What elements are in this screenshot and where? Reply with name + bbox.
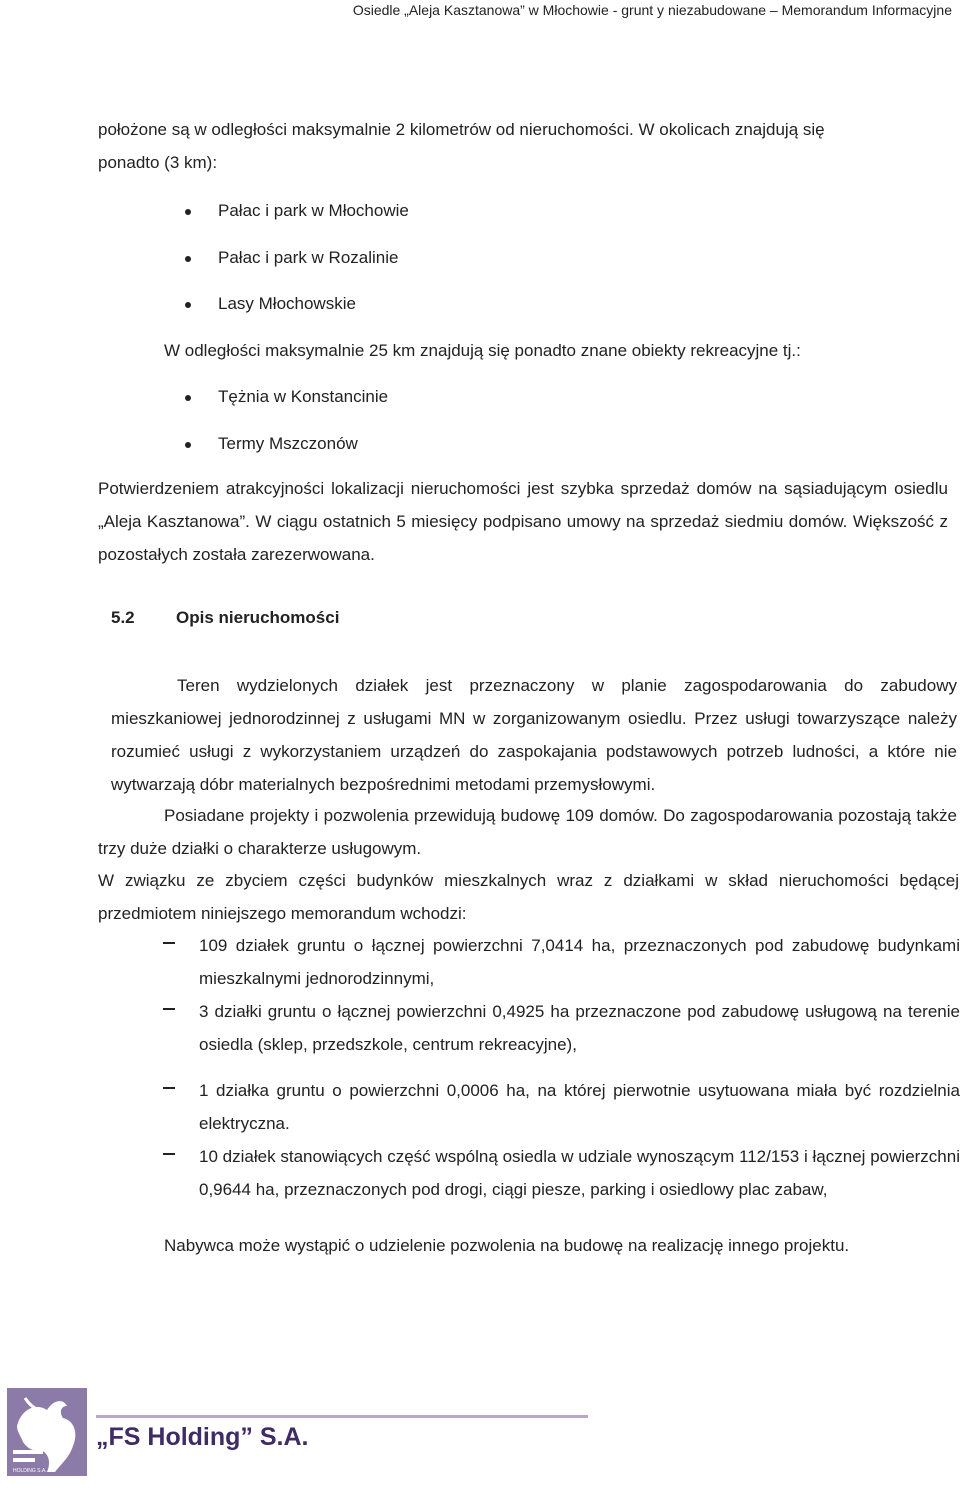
intro-line-2: ponadto (3 km): bbox=[98, 153, 218, 172]
bullet-icon bbox=[185, 395, 191, 401]
dash-icon bbox=[163, 942, 175, 944]
bullet-icon bbox=[185, 442, 191, 448]
header-title: Osiedle „Aleja Kasztanowa” w Młochowie - grunt y niezabudowane – Memorandum Informacyjne bbox=[352, 2, 952, 18]
bull-logo-icon bbox=[7, 1388, 87, 1476]
company-logo bbox=[7, 1388, 87, 1476]
section-title: Opis nieruchomości bbox=[176, 608, 340, 627]
logo-small-text: HOLDING S.A. bbox=[13, 1468, 47, 1474]
closing-sentence: Nabywca może wystąpić o udzielenie pozwolenia na budowę na realizację innego projektu. bbox=[164, 1236, 850, 1255]
attractiveness-paragraph: Potwierdzeniem atrakcyjności lokalizacji nieruchomości jest szybka sprzedaż domów na sąsiadującym osiedlu „Aleja Kasztanowa”. W ciągu ostatnich 5 miesięcy podpisano umowy na sprzedaż siedmiu domów. Większość z pozostałych została zarezerwowana. bbox=[98, 479, 948, 564]
dash-icon bbox=[163, 1008, 175, 1010]
bullet-icon bbox=[185, 209, 191, 215]
recreation-intro: W odległości maksymalnie 25 km znajdują się ponadto znane obiekty rekreacyjne tj.: bbox=[164, 341, 801, 360]
footer-divider bbox=[96, 1415, 588, 1418]
projects-paragraph: Posiadane projekty i pozwolenia przewidują budowę 109 domów. Do zagospodarowania pozostają także trzy duże działki o charakterze usługowym. bbox=[98, 806, 957, 858]
intro-line-1: położone są w odległości maksymalnie 2 kilometrów od nieruchomości. W okolicach znajdują się bbox=[98, 120, 825, 139]
company-name: „FS Holding” S.A. bbox=[96, 1423, 309, 1451]
section-number: 5.2 bbox=[111, 608, 135, 627]
document-header bbox=[0, 0, 960, 30]
dash-icon bbox=[163, 1153, 175, 1155]
description-paragraph: Teren wydzielonych działek jest przeznaczony w planie zagospodarowania do zabudowy mieszkaniowej jednorodzinnej z usługami MN w zorganizowanym osiedlu. Przez usługi towarzyszące należy rozumieć usługi z wykorzystaniem urządzeń do zaspokajania podstawowych potrzeb ludności, a które nie wytwarzają dóbr materialnych bezpośrednimi metodami przemysłowymi. bbox=[111, 676, 957, 794]
composition-intro: W związku ze zbyciem części budynków mieszkalnych wraz z działkami w skład nieruchomości będącej przedmiotem niniejszego memorandum wchodzi: bbox=[98, 871, 959, 923]
bullet-icon bbox=[185, 256, 191, 262]
bullet-icon bbox=[185, 302, 191, 308]
dash-icon bbox=[163, 1087, 175, 1089]
